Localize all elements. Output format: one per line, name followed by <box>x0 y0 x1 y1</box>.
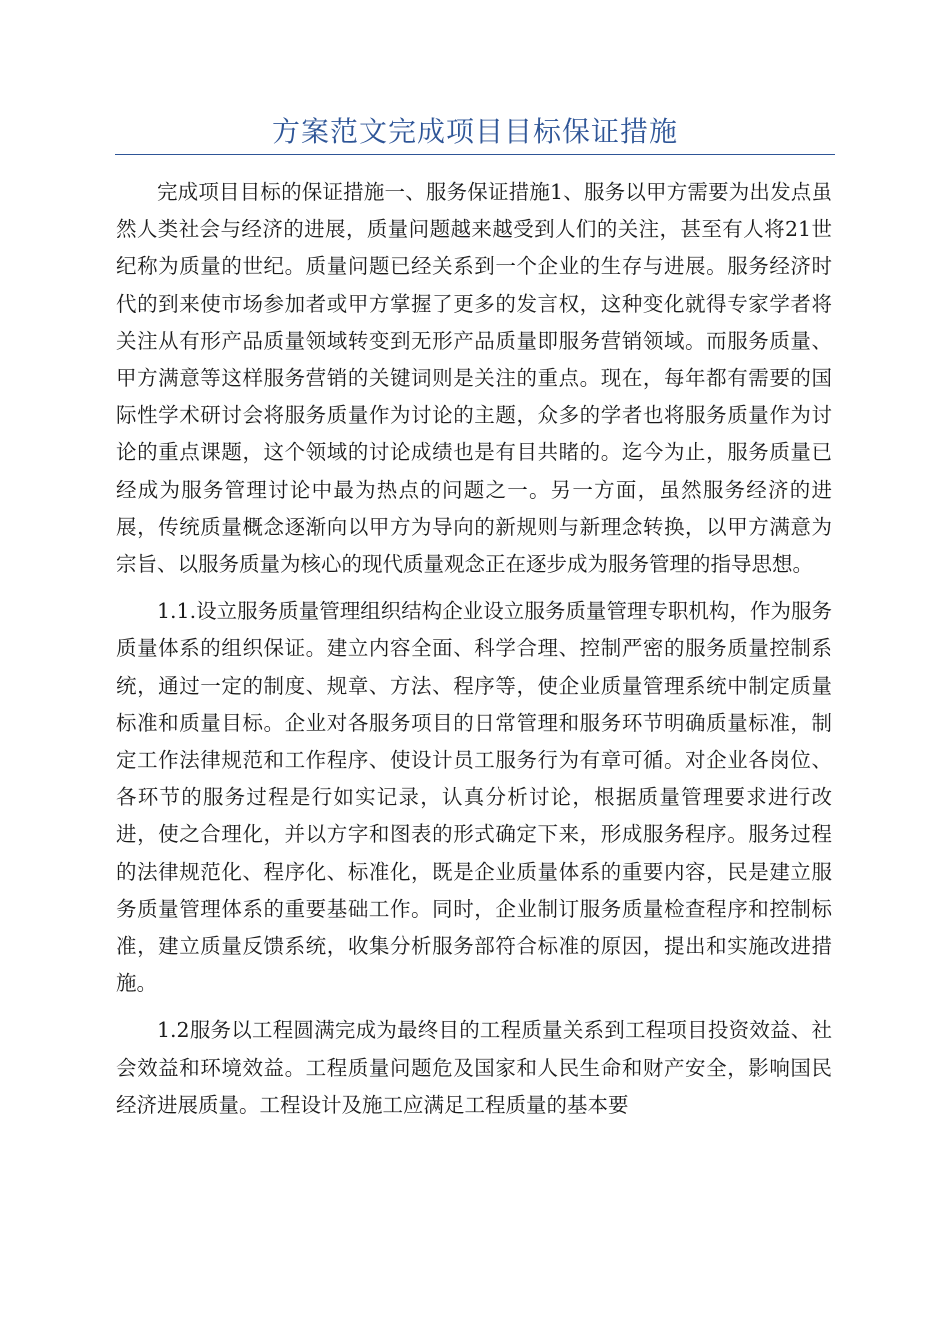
title-underline <box>115 154 835 155</box>
paragraph-2: 1.1.设立服务质量管理组织结构企业设立服务质量管理专职机构，作为服务质量体系的组织保证。建立内容全面、科学合理、控制严密的服务质量控制系统，通过一定的制度、规章、方法、程序等，使企业质量管理系统中制定质量标准和质量目标。企业对各服务项目的日常管理和服务环节明确质量标准，制定工作法律规范和工作程序、使设计员工服务行为有章可循。对企业各岗位、各环节的服务过程是行如实记录，认真分析讨论，根据质量管理要求进行改进，使之合理化，并以方字和图表的形式确定下来，形成服务程序。服务过程的法律规范化、程序化、标准化，既是企业质量体系的重要内容，民是建立服务质量管理体系的重要基础工作。同时，企业制订服务质量检查程序和控制标准，建立质量反馈系统，收集分析服务部符合标准的原因，提出和实施改进措施。 <box>116 599 832 996</box>
document-body <box>116 174 832 1134</box>
document-title: 方案范文完成项目目标保证措施 <box>271 115 678 148</box>
paragraph-1: 完成项目目标的保证措施一、服务保证措施1、服务以甲方需要为出发点虽然人类社会与经济的进展，质量问题越来越受到人们的关注，甚至有人将21世纪称为质量的世纪。质量问题已经关系到一个企业的生存与进展。服务经济时代的到来使市场参加者或甲方掌握了更多的发言权，这种变化就得专家学者将关注从有形产品质量领域转变到无形产品质量即服务营销领域。而服务质量、甲方满意等这样服务营销的关键词则是关注的重点。现在，每年都有需要的国际性学术研讨会将服务质量作为讨论的主题，众多的学者也将服务质量作为讨论的重点课题，这个领域的讨论成绩也是有目共睹的。迄今为止，服务质量已经成为服务管理讨论中最为热点的问题之一。另一方面，虽然服务经济的进展，传统质量概念逐渐向以甲方为导向的新规则与新理念转换，以甲方满意为宗旨、以服务质量为核心的现代质量观念正在逐步成为服务管理的指导思想。 <box>116 180 832 577</box>
paragraph-3: 1.2服务以工程圆满完成为最终目的工程质量关系到工程项目投资效益、社会效益和环境效益。工程质量问题危及国家和人民生命和财产安全，影响国民经济进展质量。工程设计及施工应满足工程质量的基本要 <box>116 1018 832 1117</box>
